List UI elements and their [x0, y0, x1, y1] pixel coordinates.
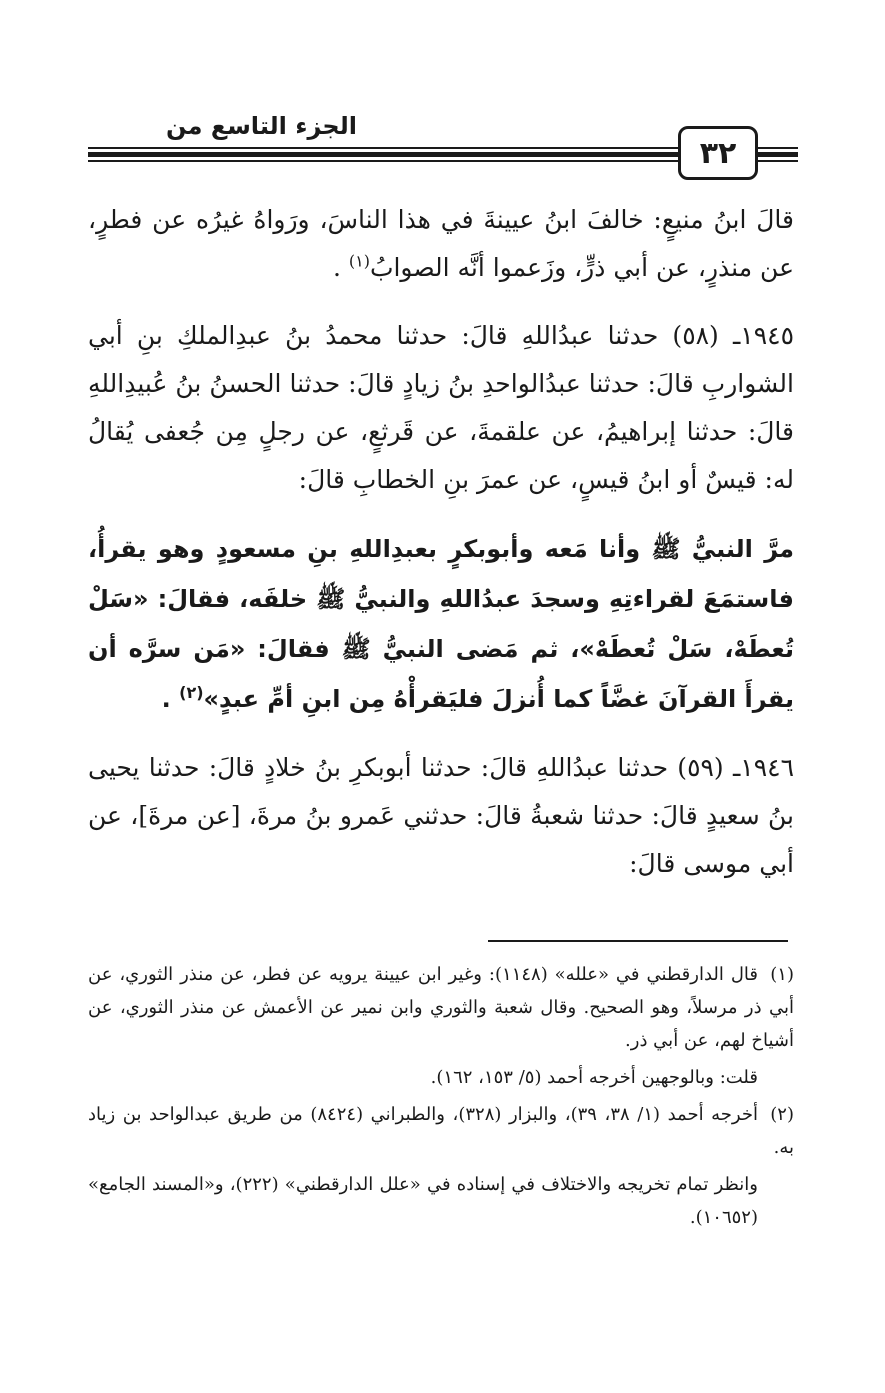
page-number: ٣٢ [678, 126, 758, 180]
running-title: الجزء التاسع من [158, 110, 365, 142]
footnote-1-continuation: قلت: وبالوجهين أخرجه أحمد (٥/ ١٥٣، ١٦٢). [430, 1067, 758, 1088]
paragraph-isnad-1946 [88, 744, 794, 888]
footnote-text: قال الدارقطني في «علله» (١١٤٨): وغير ابن عيينة يرويه عن فطر، عن منذر الثوري، عن أبي ذر مرسلاً، وهو الصحيح. وقال شعبة والثوري وابن نمير عن الأعمش عن منذر الثوري، عن أشياخ لهم، عن أبي ذر. [88, 964, 794, 1051]
paragraph-tail: . [332, 253, 349, 282]
paragraph-hadith-matn [88, 524, 794, 724]
footnote-separator [488, 940, 788, 942]
footnote-text: أخرجه أحمد (١/ ٣٨، ٣٩)، والبزار (٣٢٨)، والطبراني (٨٤٢٤) من طريق عبدالواحد بن زياد به. [88, 1104, 794, 1158]
footnote-2 [88, 1098, 794, 1164]
paragraph-ibn-mani [88, 196, 794, 292]
footnote-ref-1: (١) [348, 251, 370, 271]
paragraph-isnad-1945 [88, 312, 794, 504]
paragraph-text: ١٩٤٥ـ (٥٨) حدثنا عبدُاللهِ قالَ: حدثنا محمدُ بنُ عبدِالملكِ بنِ أبي الشواربِ قالَ: حدثنا عبدُالواحدِ بنُ زيادٍ قالَ: حدثنا الحسنُ بنُ عُبيدِاللهِ قالَ: حدثنا إبراهيمُ، عن علقمةَ، عن قَرثعٍ، عن رجلٍ مِن جُعفى يُقالُ له: قيسٌ أو ابنُ قيسٍ، عن عمرَ بنِ الخطابِ قالَ: [88, 321, 794, 494]
paragraph-text: مرَّ النبيُّ ﷺ وأنا مَعه وأبوبكرٍ بعبدِاللهِ بنِ مسعودٍ وهو يقرأُ، فاستمَعَ لقراءتِهِ وسجدَ عبدُاللهِ والنبيُّ ﷺ خلفَه، فقالَ: «سَلْ تُعطَهْ، سَلْ تُعطَهْ»، ثم مَضى النبيُّ ﷺ فقالَ: «مَن سرَّه أن يقرأَ القرآنَ غضَّاً كما أُنزلَ فليَقرأْهُ مِن ابنِ أمِّ عبدٍ» [88, 535, 794, 713]
footnote-number: (٢) [770, 1104, 794, 1125]
footnotes [88, 958, 794, 1238]
paragraph-text: قالَ ابنُ منيعٍ: خالفَ ابنُ عيينةَ في هذا الناسَ، ورَواهُ غيرُه عن فطرٍ، عن منذرٍ، عن أبي ذرٍّ، وزَعموا أنَّه الصوابُ [88, 205, 794, 282]
footnote-ref-2: (٢) [179, 683, 204, 702]
page-header [88, 110, 798, 190]
footnote-number: (١) [770, 964, 794, 985]
paragraph-tail: . [161, 685, 180, 713]
main-text [88, 196, 794, 908]
footnote-1 [88, 958, 794, 1057]
footnote-2-continuation: وانظر تمام تخريجه والاختلاف في إسناده في «علل الدارقطني» (٢٢٢)، و«المسند الجامع» (١٠٦٥٢). [88, 1174, 758, 1228]
paragraph-text: ١٩٤٦ـ (٥٩) حدثنا عبدُاللهِ قالَ: حدثنا أبوبكرِ بنُ خلادٍ قالَ: حدثنا يحيى بنُ سعيدٍ قالَ: حدثنا شعبةُ قالَ: حدثني عَمرو بنُ مرةَ، [عن مرةَ]، عن أبي موسى قالَ: [88, 753, 794, 878]
